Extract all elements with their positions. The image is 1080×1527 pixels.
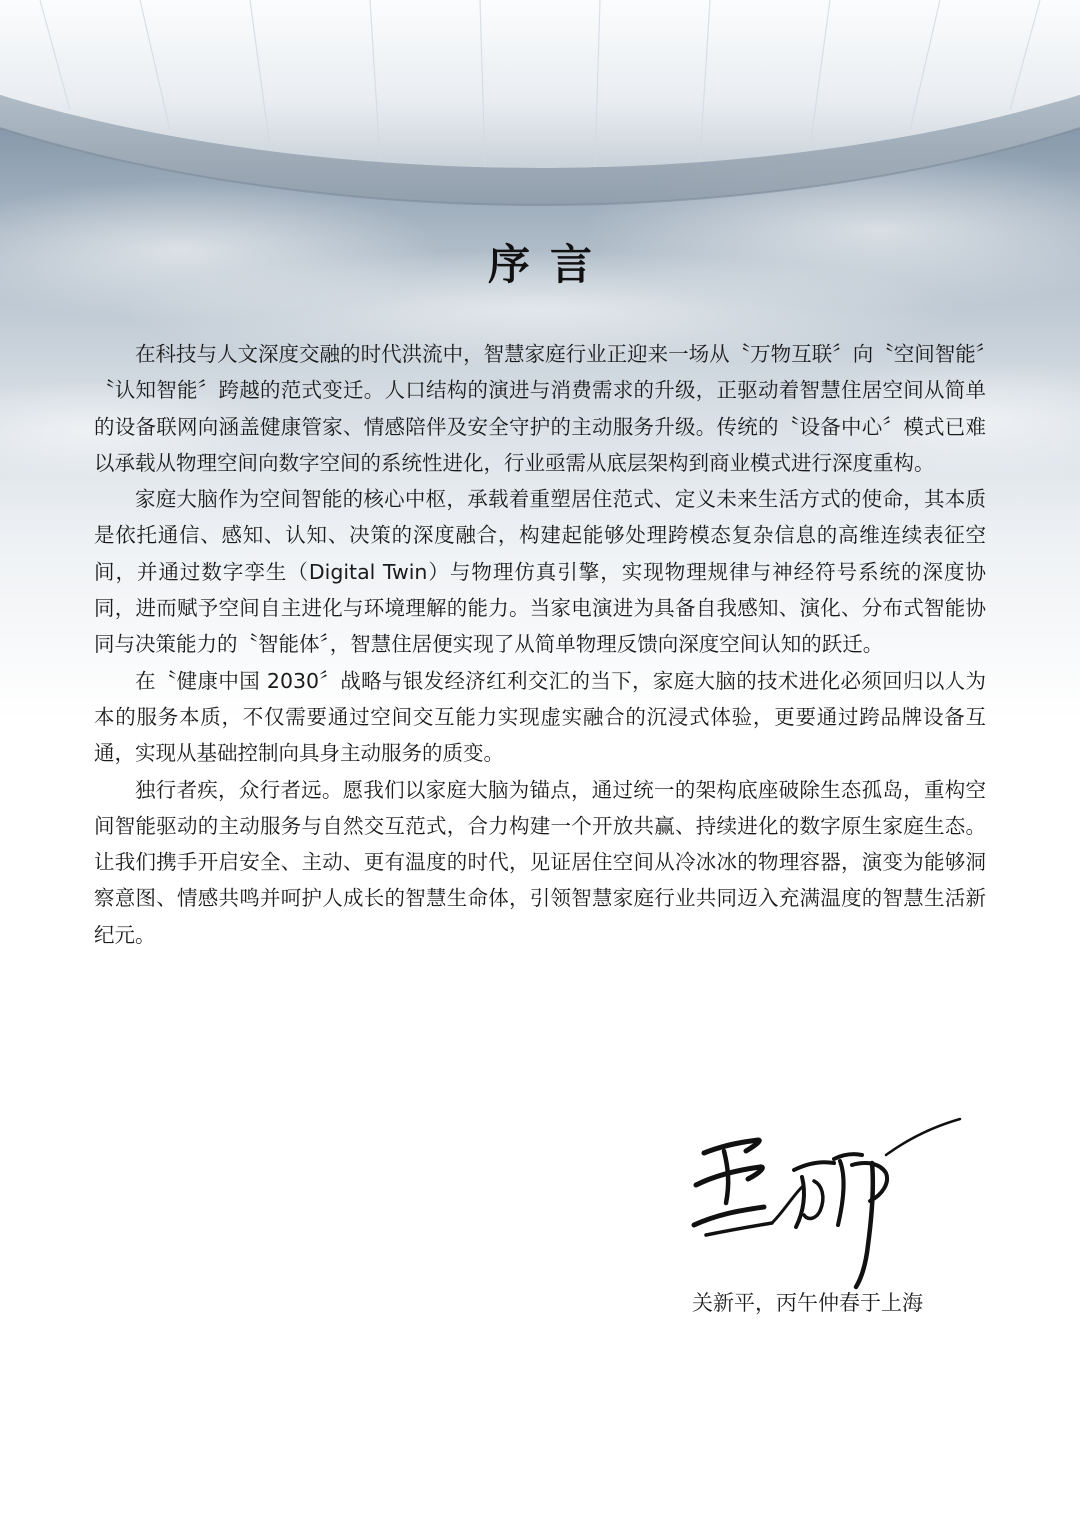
paragraph: 在科技与人文深度交融的时代洪流中，智慧家庭行业正迎来一场从〝万物互联〞向〝空间智能〞〝认知智能〞跨越的范式变迁。人口结构的演进与消费需求的升级，正驱动着智慧住居空间从简单的设备联网向涵盖健康管家、情感陪伴及安全守护的主动服务升级。传统的〝设备中心〞模式已难以承载从物理空间向数字空间的系统性进化，行业亟需从底层架构到商业模式进行深度重构。 <box>94 342 986 475</box>
paragraph: 独行者疾，众行者远。愿我们以家庭大脑为锚点，通过统一的架构底座破除生态孤岛，重构空间智能驱动的主动服务与自然交互范式，合力构建一个开放共赢、持续进化的数字原生家庭生态。让我们携手开启安全、主动、更有温度的时代，见证居住空间从冷冰冰的物理容器，演变为能够洞察意图、情感共鸣并呵护人成长的智慧生命体，引领智慧家庭行业共同迈入充满温度的智慧生活新纪元。 <box>94 777 986 947</box>
signature-line: 关新平，丙午仲春于上海 <box>692 1291 923 1315</box>
paragraph: 家庭大脑作为空间智能的核心中枢，承载着重塑居住范式、定义未来生活方式的使命，其本质是依托通信、感知、认知、决策的深度融合，构建起能够处理跨模态复杂信息的高维连续表征空间，并通过数字孪生（Digital Twin）与物理仿真引擎，实现物理规律与神经符号系统的深度协同，进而赋予空间自主进化与环境理解的能力。当家电演进为具备自我感知、演化、分布式智能协同与决策能力的〝智能体〞，智慧住居便实现了从简单物理反馈向深度空间认知的跃迁。 <box>94 487 986 657</box>
handwritten-signature <box>676 1115 976 1295</box>
page-title: 序言 <box>487 240 612 289</box>
paragraph: 在〝健康中国 2030〞战略与银发经济红利交汇的当下，家庭大脑的技术进化必须回归以人为本的服务本质，不仅需要通过空间交互能力实现虚实融合的沉浸式体验，更要通过跨品牌设备互通，实现从基础控制向具身主动服务的质变。 <box>94 668 986 766</box>
preface-body <box>94 336 986 953</box>
